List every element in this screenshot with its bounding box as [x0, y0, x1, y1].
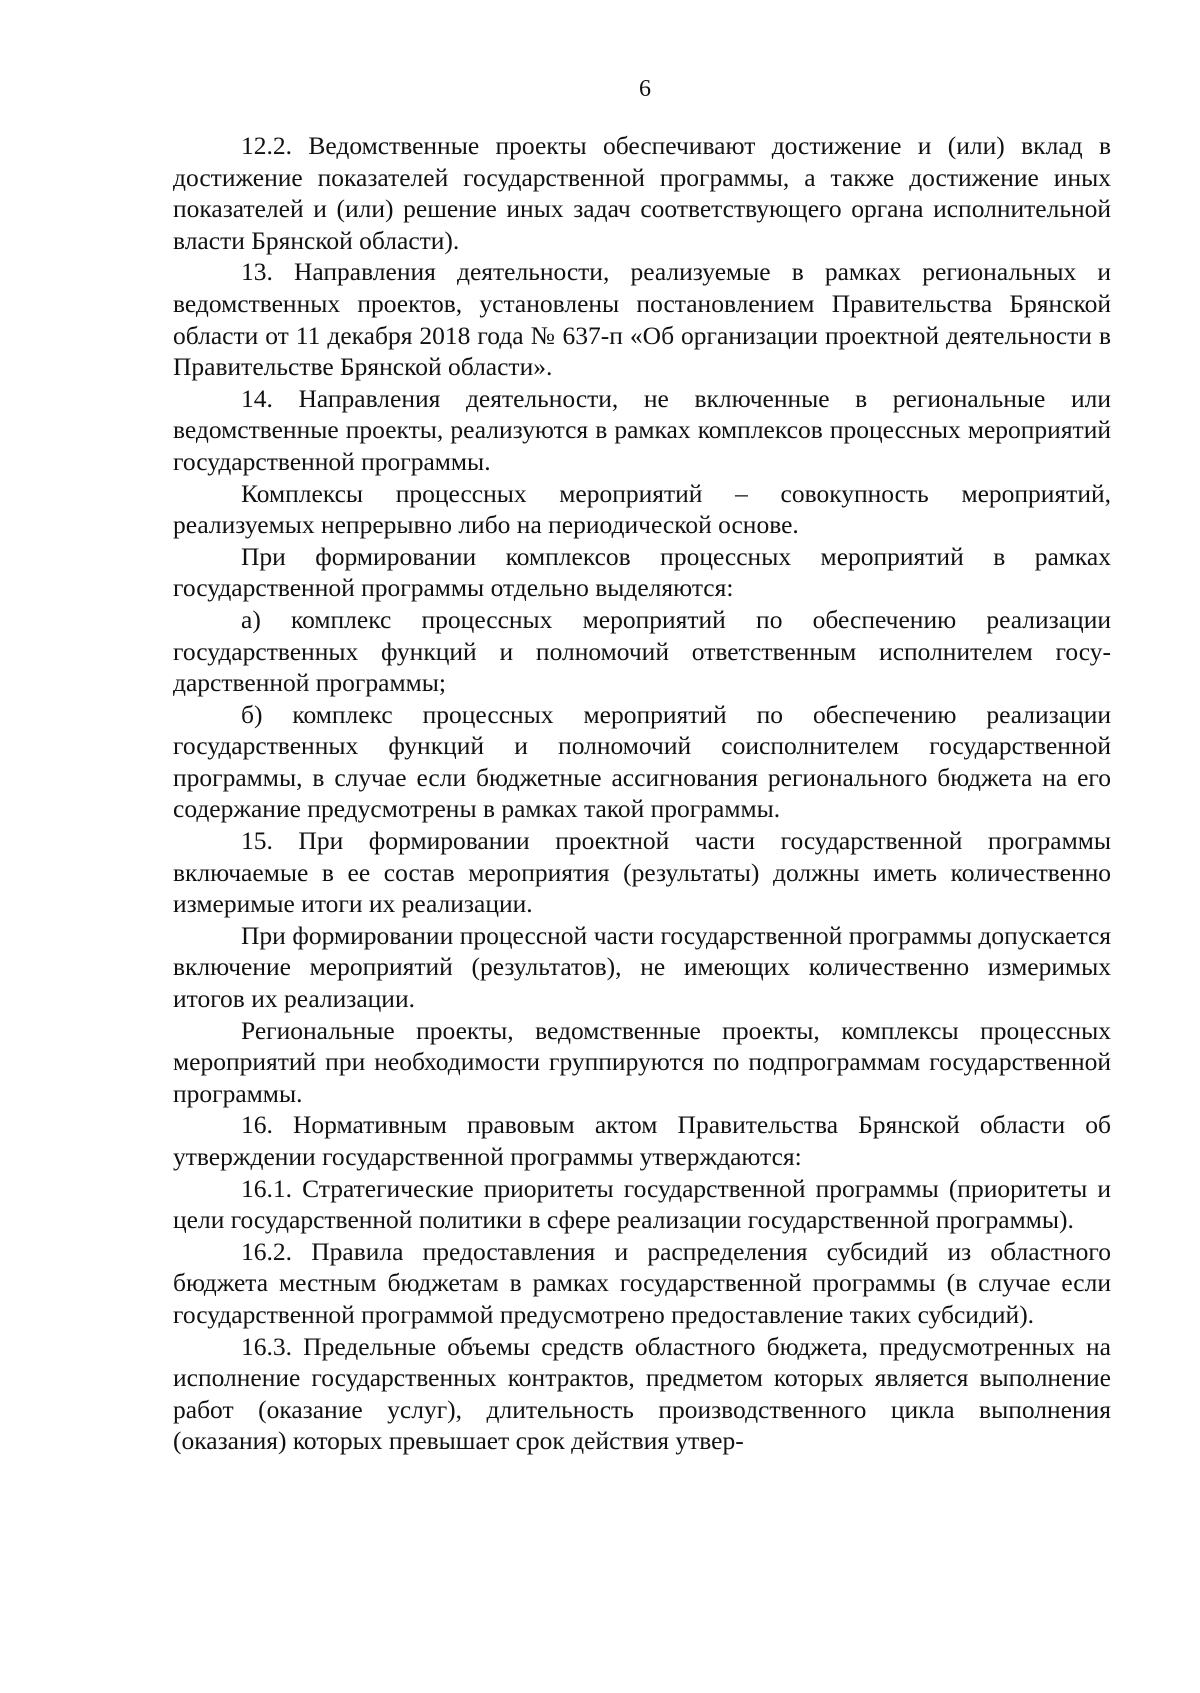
paragraph-process-complexes-definition: Комплексы процессных мероприятий – совокупность мероприятий, реализуемых непрерывно либо на периодической основе. — [173, 478, 1111, 540]
paragraph-process-complexes-formation: При формировании комплексов процессных мероприятий в рамках государственной программы отдельно выделяются: — [173, 541, 1111, 603]
paragraph-16-3: 16.3. Предельные объемы средств областного бюджета, предусмотренных на исполнение государственных контрактов, предметом которых является выполнение работ (оказание услуг), длительность производственного цикла выполнения (оказания) которых превышает срок действия утвер- — [173, 1331, 1111, 1456]
paragraph-15: 15. При формировании проектной части государственной программы включаемые в ее состав мероприятия (результаты) должны иметь количественно измеримые итоги их реализации. — [173, 826, 1111, 919]
paragraph-13: 13. Направления деятельности, реализуемые в рамках региональных и ведомственных проектов, установлены постановлением Правительства Брянской области от 11 декабря 2018 года № 637-п «Об организации проектной деятельности в Правительстве Брянской области». — [173, 257, 1111, 382]
page-number: 6 — [639, 76, 651, 102]
paragraph-process-part: При формировании процессной части государственной программы допускается включение мероприятий (результатов), не имеющих количественно измеримых итогов их реализации. — [173, 920, 1111, 1014]
document-body — [173, 130, 1111, 1457]
paragraph-16-2: 16.2. Правила предоставления и распределения субсидий из областного бюджета местным бюджетам в рамках государственной программы (в случае если государственной программой предусмотрено предоставление таких субсидий). — [173, 1236, 1111, 1329]
list-item-b: б) комплекс процессных мероприятий по обеспечению реализации государственных функций и полномочий соисполнителем государственной программы, в случае если бюджетные ассигнования регионального бюджета на его содержание предусмотрены в рамках такой программы. — [173, 699, 1111, 824]
paragraph-12-2: 12.2. Ведомственные проекты обеспечивают достижение и (или) вклад в достижение показателей государственной программы, а также достижение иных показателей и (или) решение иных задач соответствующего органа исполнительной власти Брянской области). — [173, 131, 1111, 255]
paragraph-16: 16. Нормативным правовым актом Правительства Брянской области об утверждении государственной программы утверждаются: — [173, 1110, 1111, 1171]
list-item-a: а) комплекс процессных мероприятий по обеспечению реализации государственных функций и полномочий ответственным исполнителем государственной программы; — [173, 604, 1111, 698]
paragraph-16-1: 16.1. Стратегические приоритеты государственной программы (приоритеты и цели государственной политики в сфере реализации государственной программы). — [173, 1173, 1111, 1235]
paragraph-grouping: Региональные проекты, ведомственные проекты, комплексы процессных мероприятий при необходимости группируются по подпрограммам государственной программы. — [173, 1015, 1111, 1108]
paragraph-14: 14. Направления деятельности, не включенные в региональные или ведомственные проекты, реализуются в рамках комплексов процессных мероприятий государственной программы. — [173, 383, 1111, 476]
